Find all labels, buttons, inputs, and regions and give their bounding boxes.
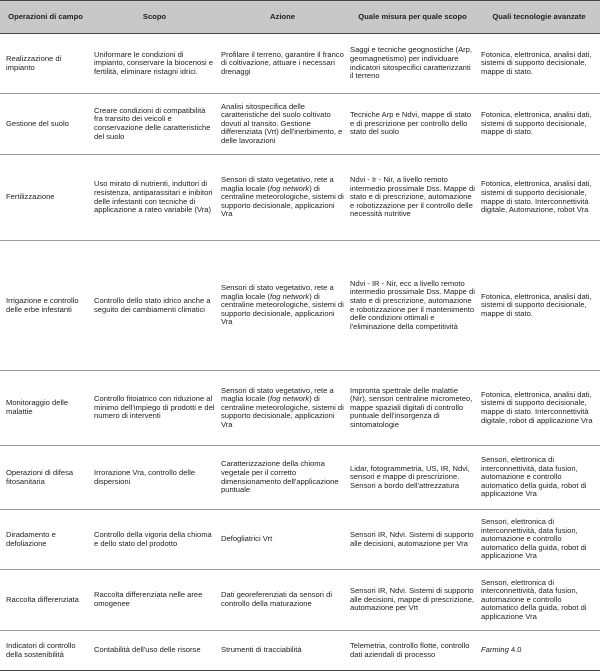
cell-azione: Defogliatrici Vrt [221,534,273,544]
cell-scopo: Uniformare le condizioni di impianto, conservare la biocenosi e fertilità, eliminare ristagni idrici. [94,49,214,76]
cell-azione: Profilare il terreno, garantire il franco di coltivazione, attuare i necessari drenaggi [221,49,344,76]
table-row [0,34,600,94]
cell-tecnologie: Sensori, elettronica di interconnettività, data fusion, automazione e controllo automatico della guida, robot di applicazione Vra [481,577,587,621]
table-row [0,570,600,631]
header-misura: Quale misura per quale scopo [347,1,478,34]
table-row [0,446,600,510]
cell-scopo: Irrorazione Vra, controllo delle dispersioni [94,467,196,486]
cell-operazione: Diradamento e defoliazione [6,529,56,548]
cell-operazione: Monitoraggio delle malattie [6,398,69,416]
cell-azione: Analisi sitospecifica delle caratteristiche del suolo coltivato dovuti al transito. Gestione differenziata (Vrt) dell'inerbimento, e delle lavorazioni [221,101,343,145]
table-row [0,631,600,671]
header-azione: Azione [218,1,347,34]
table-row [0,155,600,241]
header-operazioni: Operazioni di campo [0,1,91,34]
cell-misura: Impronta spettrale delle malattie (Nir), sensori centraline micrometeo, mappe spaziali digitali di controllo puntuale dell'insorgenza di sintomatologie [350,385,473,429]
cell-azione: Sensori di stato vegetativo, rete a maglia locale (fog network) di centraline meteorologiche, sistemi di supporto decisionale, applicazioni Vra [221,283,344,327]
cell-operazione: Realizzazione di impianto [6,53,62,72]
cell-scopo: Contabilità dell'uso delle risorse [94,645,201,655]
cell-misura: Tecniche Arp e Ndvi, mappe di stato e di prescrizione per controllo dello stato del suolo [350,110,472,137]
cell-operazione: Gestione del suolo [6,118,69,128]
cell-azione: Caratterizzazione della chioma vegetale per il corretto dimensionamento dell'applicazione puntuale [221,459,339,495]
cell-scopo: Controllo fitoiatrico con riduzione al minimo dell'impiego di prodotti e del numero di interventi [94,394,215,421]
cell-misura: Saggi e tecniche geognostiche (Arp, geomagnetismo) per individuare indicatori sitospecifici caratterizzanti il terreno [350,45,473,81]
cell-misura: Sensori IR, Ndvi. Sistemi di supporto alle decisioni, mappe di prescrizione, automazione per Vrt [350,586,475,613]
cell-operazione: Indicatori di controllo della sostenibilità [6,640,76,659]
cell-misura: Telemetria, controllo flotte, controllo dati aziendali di processo [350,640,470,659]
cell-misura: Ndvi - Ir - Nir, a livello remoto intermedio prossimale Dss. Mappe di stato e di prescrizione, automazione e robotizzazione per il controllo delle necessità nutritive [350,175,475,219]
cell-tecnologie: Fotonica, elettronica, analisi dati, sistemi di supporto decisionale, mappe di stato. [481,110,592,137]
table-row [0,241,600,371]
table-row [0,510,600,570]
cell-misura: Sensori IR, Ndvi. Sistemi di supporto alle decisioni, automazione per Vra [350,529,474,548]
cell-tecnologie: Farming 4.0 [481,645,522,655]
table-header [0,1,600,34]
table-row [0,94,600,155]
cell-operazione: Raccolta differenziata [6,594,79,604]
cell-operazione: Irrigazione e controllo delle erbe infestanti [6,295,79,314]
cell-scopo: Uso mirato di nutrienti, induttori di resistenza, antiparassitari e inibitori delle infestanti con tecniche di applicazione a rateo variabile (Vra) [94,179,213,215]
cell-tecnologie: Fotonica, elettronica, analisi dati, sistemi di supporto decisionale, mappe di stato. Interconnettività digitale, robot di applicazione Vra [481,389,593,425]
cell-scopo: Raccolta differenziata nelle aree omogenee [94,590,203,608]
cell-tecnologie: Fotonica, elettronica, analisi dati, sistemi di supporto decisionale, mappe di stato. [481,291,592,318]
cell-scopo: Controllo della vigoria della chioma e dello stato del prodotto [94,529,212,548]
header-tecnologie: Quali tecnologie avanzate [478,1,600,34]
cell-tecnologie: Sensori, elettronica di interconnettività, data fusion, automazione e controllo automatico della guida, robot di applicazione Vra [481,455,587,499]
cell-azione: Strumenti di tracciabilità [221,645,302,655]
cell-tecnologie: Sensori, elettronica di interconnettività, data fusion, automazione e controllo automatico della guida, robot di applicazione Vra [481,517,587,561]
cell-azione: Dati georeferenziati da sensori di controllo della maturazione [221,590,333,608]
cell-misura: Lidar, fotogrammetria, US, IR, Ndvi, sensori e mappe di prescrizione. Sensori a bordo dell'attrezzatura [350,463,470,490]
cell-tecnologie: Fotonica, elettronica, analisi dati, sistemi di supporto decisionale, mappe di stato. [481,49,592,76]
cell-misura: Ndvi - IR - Nir, ecc a livello remoto intermedio prossimale Dss. Mappe di stato e di prescrizione, automazione e robotizzazione per il mantenimento delle condizioni ottimali e l'eliminazione della competitività [350,278,475,331]
cell-tecnologie: Fotonica, elettronica, analisi dati, sistemi di supporto decisionale, mappe di stato. Interconnettività digitale, Automazione, robot Vra [481,179,592,215]
cell-operazione: Fertilizzazione [6,192,55,202]
cell-azione: Sensori di stato vegetativo, rete a maglia locale (fog network) di centraline meteorologiche, sistemi di supporto decisionale, applicazioni Vra [221,385,344,429]
cell-operazione: Operazioni di difesa fitosanitaria [6,467,74,486]
header-scopo: Scopo [91,1,218,34]
cell-scopo: Creare condizioni di compatibilità fra transito dei veicoli e conservazione delle caratteristiche del suolo [94,105,211,141]
table-row [0,371,600,446]
cell-azione: Sensori di stato vegetativo, rete a maglia locale (fog network) di centraline meteorologiche, sistemi di supporto decisionale, applicazioni Vra [221,175,344,219]
cell-scopo: Controllo dello stato idrico anche a seguito dei cambiamenti climatici [94,295,211,314]
